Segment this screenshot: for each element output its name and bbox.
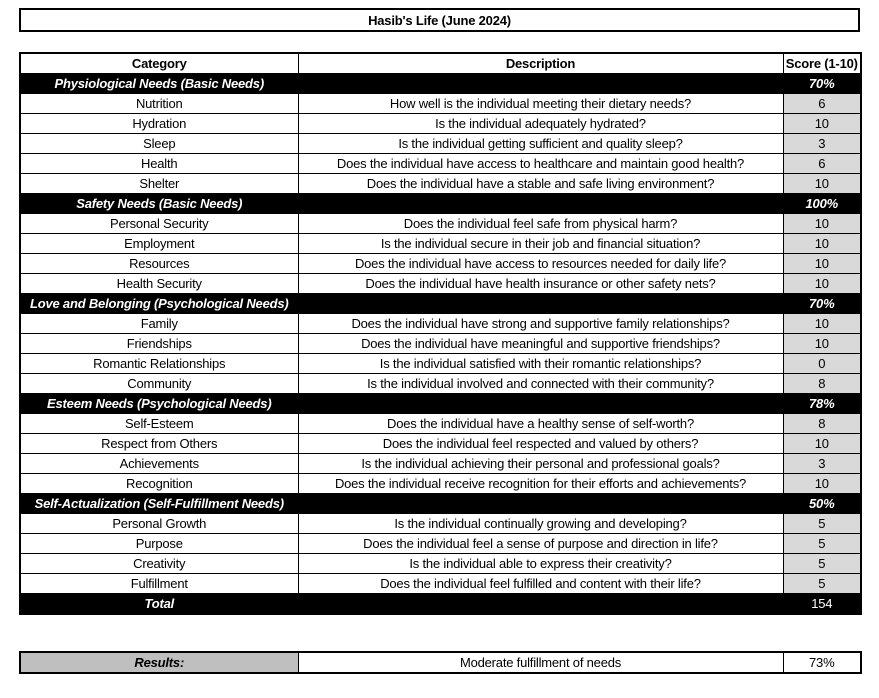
title-bar xyxy=(19,8,860,32)
score-cell: 10 xyxy=(783,474,861,494)
table-row xyxy=(20,254,861,274)
score-cell: 10 xyxy=(783,174,861,194)
section-name: Safety Needs (Basic Needs) xyxy=(20,194,298,214)
score-cell: 5 xyxy=(783,534,861,554)
description-cell: Is the individual secure in their job and financial situation? xyxy=(298,234,783,254)
score-cell: 5 xyxy=(783,574,861,594)
score-cell: 10 xyxy=(783,434,861,454)
category-cell: Friendships xyxy=(20,334,298,354)
table-row xyxy=(20,474,861,494)
table-row xyxy=(20,174,861,194)
description-cell: Is the individual adequately hydrated? xyxy=(298,114,783,134)
section-header-row xyxy=(20,494,861,514)
header-category: Category xyxy=(20,53,298,74)
section-spacer xyxy=(298,194,783,214)
section-percent: 50% xyxy=(783,494,861,514)
score-cell: 5 xyxy=(783,514,861,534)
category-cell: Achievements xyxy=(20,454,298,474)
category-cell: Resources xyxy=(20,254,298,274)
description-cell: Does the individual feel fulfilled and content with their life? xyxy=(298,574,783,594)
score-cell: 6 xyxy=(783,94,861,114)
description-cell: Does the individual have meaningful and supportive friendships? xyxy=(298,334,783,354)
table-row xyxy=(20,514,861,534)
description-cell: How well is the individual meeting their dietary needs? xyxy=(298,94,783,114)
table-row xyxy=(20,234,861,254)
category-cell: Hydration xyxy=(20,114,298,134)
category-cell: Health Security xyxy=(20,274,298,294)
section-percent: 100% xyxy=(783,194,861,214)
score-cell: 10 xyxy=(783,114,861,134)
table-row xyxy=(20,414,861,434)
table-row xyxy=(20,94,861,114)
section-name: Self-Actualization (Self-Fulfillment Needs) xyxy=(20,494,298,514)
category-cell: Employment xyxy=(20,234,298,254)
score-cell: 10 xyxy=(783,314,861,334)
table-header-row xyxy=(20,53,861,74)
score-cell: 6 xyxy=(783,154,861,174)
section-header-row xyxy=(20,294,861,314)
score-cell: 8 xyxy=(783,374,861,394)
category-cell: Respect from Others xyxy=(20,434,298,454)
score-cell: 10 xyxy=(783,234,861,254)
category-cell: Creativity xyxy=(20,554,298,574)
page-title: Hasib's Life (June 2024) xyxy=(368,12,511,28)
description-cell: Does the individual have access to healthcare and maintain good health? xyxy=(298,154,783,174)
description-cell: Does the individual receive recognition for their efforts and achievements? xyxy=(298,474,783,494)
description-cell: Does the individual feel safe from physical harm? xyxy=(298,214,783,234)
table-row xyxy=(20,214,861,234)
results-value: 73% xyxy=(783,652,861,673)
results-table xyxy=(19,651,862,674)
score-cell: 5 xyxy=(783,554,861,574)
score-cell: 10 xyxy=(783,334,861,354)
table-row xyxy=(20,574,861,594)
table-row xyxy=(20,274,861,294)
table-row xyxy=(20,354,861,374)
results-text: Moderate fulfillment of needs xyxy=(298,652,783,673)
score-cell: 0 xyxy=(783,354,861,374)
section-spacer xyxy=(298,394,783,414)
table-row xyxy=(20,374,861,394)
total-value: 154 xyxy=(783,594,861,615)
section-spacer xyxy=(298,494,783,514)
header-score: Score (1-10) xyxy=(783,53,861,74)
total-label: Total xyxy=(20,594,298,615)
section-percent: 78% xyxy=(783,394,861,414)
section-name: Love and Belonging (Psychological Needs) xyxy=(20,294,298,314)
total-spacer xyxy=(298,594,783,615)
description-cell: Does the individual have access to resources needed for daily life? xyxy=(298,254,783,274)
category-cell: Personal Security xyxy=(20,214,298,234)
description-cell: Does the individual feel a sense of purpose and direction in life? xyxy=(298,534,783,554)
table-row xyxy=(20,554,861,574)
description-cell: Is the individual satisfied with their romantic relationships? xyxy=(298,354,783,374)
description-cell: Is the individual continually growing and developing? xyxy=(298,514,783,534)
section-header-row xyxy=(20,194,861,214)
table-row xyxy=(20,154,861,174)
description-cell: Does the individual have strong and supportive family relationships? xyxy=(298,314,783,334)
table-row xyxy=(20,334,861,354)
header-description: Description xyxy=(298,53,783,74)
description-cell: Is the individual involved and connected with their community? xyxy=(298,374,783,394)
score-cell: 3 xyxy=(783,454,861,474)
table-row xyxy=(20,454,861,474)
description-cell: Does the individual have a stable and safe living environment? xyxy=(298,174,783,194)
table-row xyxy=(20,114,861,134)
category-cell: Health xyxy=(20,154,298,174)
table-row xyxy=(20,534,861,554)
table-row xyxy=(20,314,861,334)
category-cell: Personal Growth xyxy=(20,514,298,534)
score-cell: 10 xyxy=(783,254,861,274)
description-cell: Is the individual achieving their personal and professional goals? xyxy=(298,454,783,474)
category-cell: Sleep xyxy=(20,134,298,154)
category-cell: Self-Esteem xyxy=(20,414,298,434)
section-spacer xyxy=(298,74,783,94)
needs-table xyxy=(19,52,862,615)
description-cell: Is the individual able to express their creativity? xyxy=(298,554,783,574)
score-cell: 3 xyxy=(783,134,861,154)
score-cell: 10 xyxy=(783,214,861,234)
results-row xyxy=(20,652,861,673)
category-cell: Recognition xyxy=(20,474,298,494)
category-cell: Fulfillment xyxy=(20,574,298,594)
total-row xyxy=(20,594,861,615)
description-cell: Does the individual feel respected and valued by others? xyxy=(298,434,783,454)
score-cell: 10 xyxy=(783,274,861,294)
category-cell: Family xyxy=(20,314,298,334)
category-cell: Purpose xyxy=(20,534,298,554)
section-percent: 70% xyxy=(783,294,861,314)
category-cell: Community xyxy=(20,374,298,394)
section-header-row xyxy=(20,394,861,414)
description-cell: Does the individual have health insurance or other safety nets? xyxy=(298,274,783,294)
section-name: Physiological Needs (Basic Needs) xyxy=(20,74,298,94)
results-label: Results: xyxy=(20,652,298,673)
category-cell: Nutrition xyxy=(20,94,298,114)
section-name: Esteem Needs (Psychological Needs) xyxy=(20,394,298,414)
section-header-row xyxy=(20,74,861,94)
description-cell: Is the individual getting sufficient and quality sleep? xyxy=(298,134,783,154)
section-spacer xyxy=(298,294,783,314)
section-percent: 70% xyxy=(783,74,861,94)
table-row xyxy=(20,434,861,454)
description-cell: Does the individual have a healthy sense of self-worth? xyxy=(298,414,783,434)
score-cell: 8 xyxy=(783,414,861,434)
category-cell: Shelter xyxy=(20,174,298,194)
table-row xyxy=(20,134,861,154)
category-cell: Romantic Relationships xyxy=(20,354,298,374)
